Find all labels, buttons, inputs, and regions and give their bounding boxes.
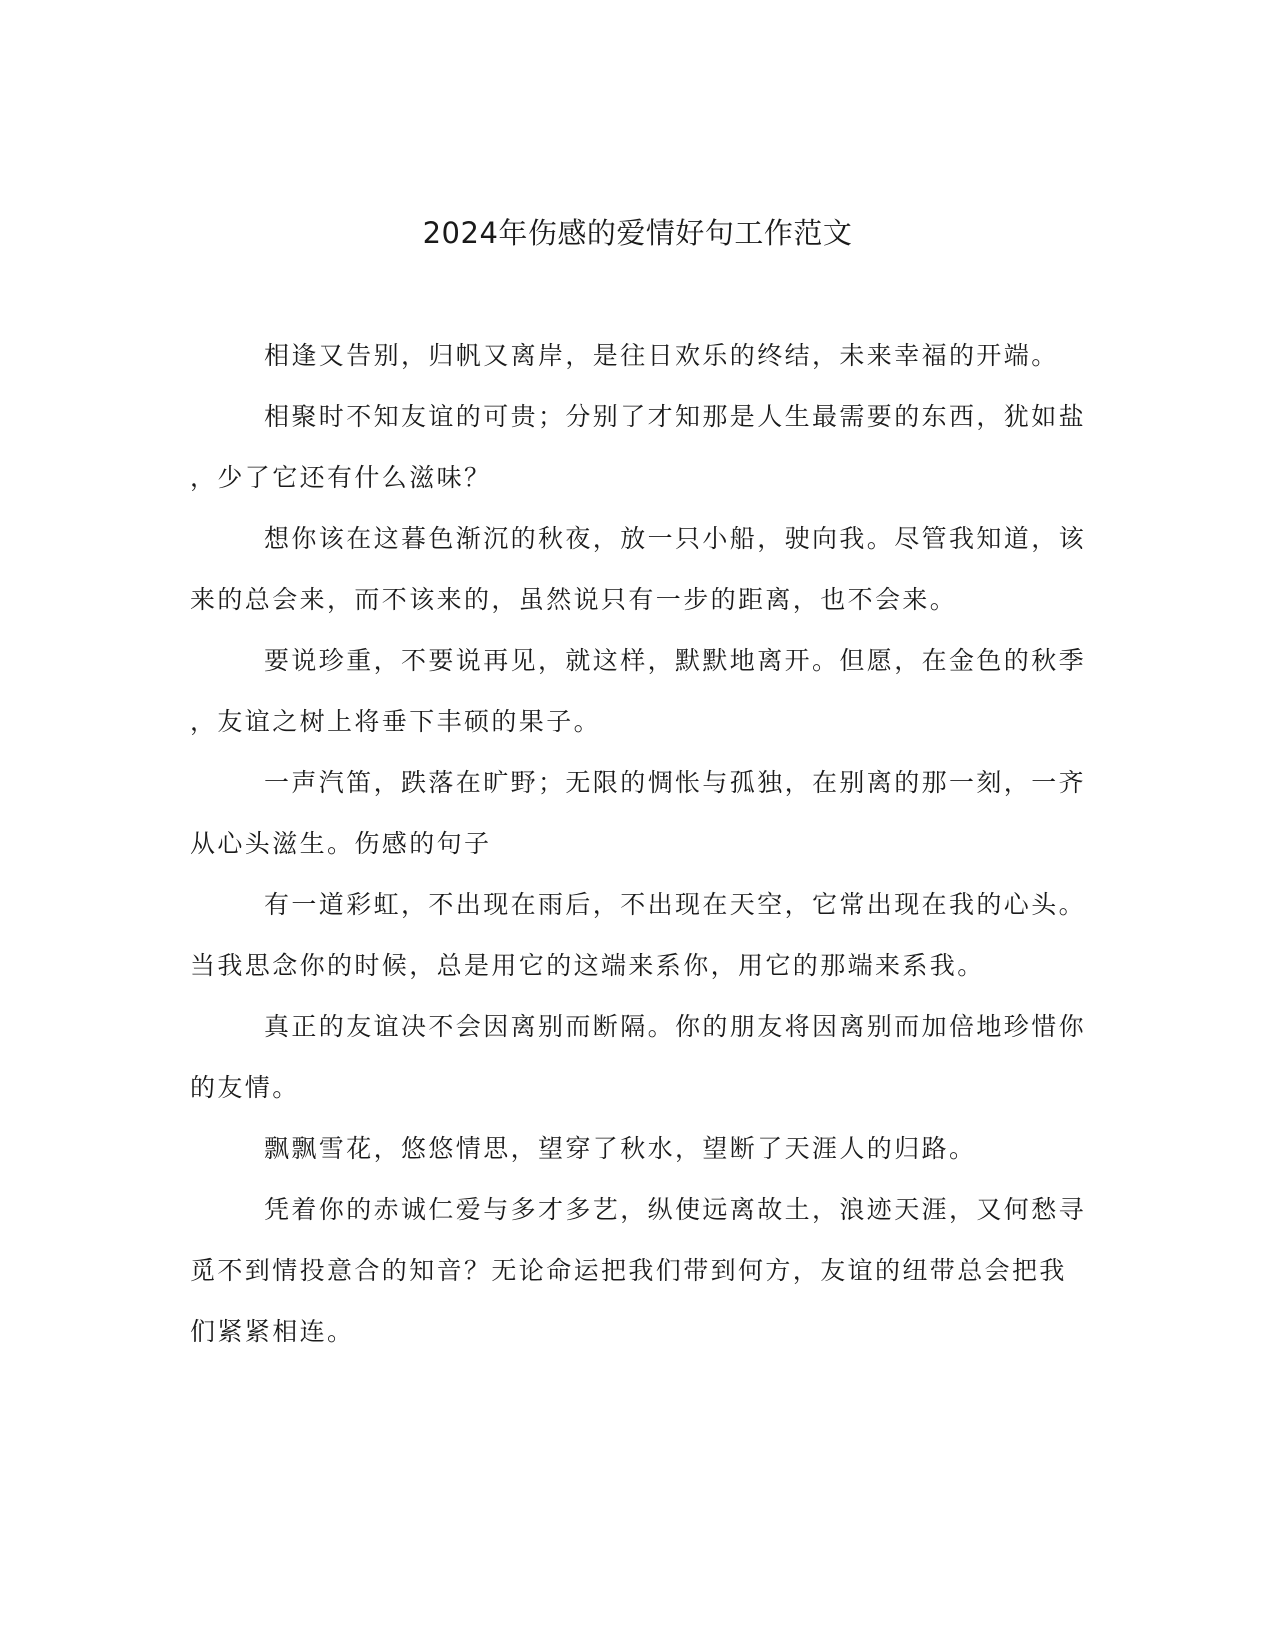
paragraph: 凭着你的赤诚仁爱与多才多艺，纵使远离故土，浪迹天涯，又何愁寻觅不到情投意合的知音？无论命运把我们带到何方，友谊的纽带总会把我们紧紧相连。 xyxy=(190,1195,1087,1346)
paragraph: 要说珍重，不要说再见，就这样，默默地离开。但愿，在金色的秋季，友谊之树上将垂下丰硕的果子。 xyxy=(190,646,1087,736)
paragraph: 飘飘雪花，悠悠情思，望穿了秋水，望断了天涯人的归路。 xyxy=(264,1134,977,1163)
paragraph: 相逢又告别，归帆又离岸，是往日欢乐的终结，未来幸福的开端。 xyxy=(264,341,1059,370)
document-title: 2024年伤感的爱情好句工作范文 xyxy=(422,216,853,250)
paragraph: 有一道彩虹，不出现在雨后，不出现在天空，它常出现在我的心头。当我思念你的时候，总是用它的这端来系你，用它的那端来系我。 xyxy=(190,890,1087,980)
paragraph: 相聚时不知友谊的可贵；分别了才知那是人生最需要的东西，犹如盐，少了它还有什么滋味？ xyxy=(190,402,1087,492)
document-body xyxy=(190,325,1090,1362)
paragraph: 想你该在这暮色渐沉的秋夜，放一只小船，驶向我。尽管我知道，该来的总会来，而不该来的，虽然说只有一步的距离，也不会来。 xyxy=(190,524,1087,614)
paragraph: 真正的友谊决不会因离别而断隔。你的朋友将因离别而加倍地珍惜你的友情。 xyxy=(190,1012,1087,1102)
paragraph: 一声汽笛，跌落在旷野；无限的惆怅与孤独，在别离的那一刻，一齐从心头滋生。伤感的句子 xyxy=(190,768,1087,858)
